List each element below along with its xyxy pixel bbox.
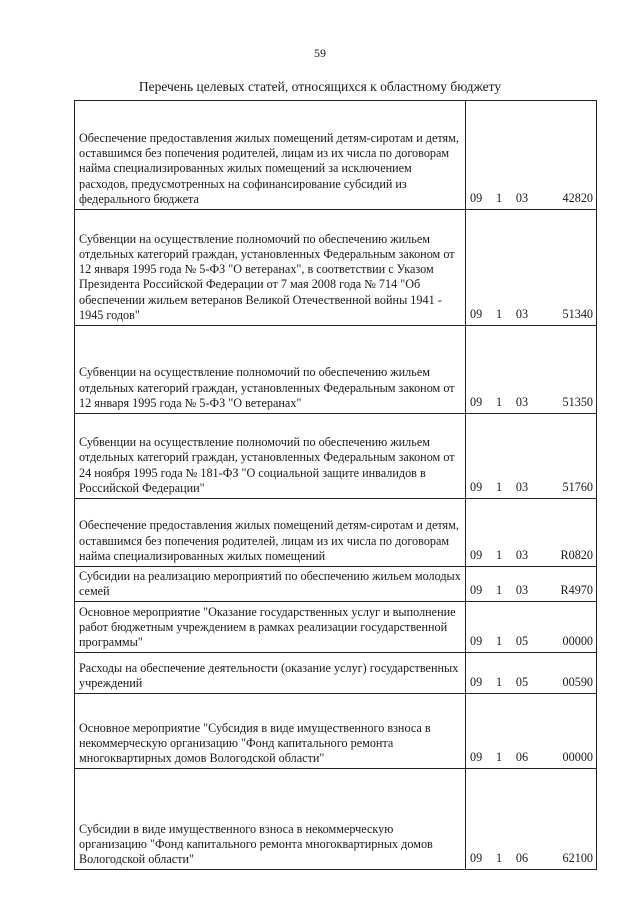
code-event: 06 (515, 851, 529, 866)
row-description: Расходы на обеспечение деятельности (оказание услуг) государственных учреждений (75, 653, 466, 694)
code-subprogram: 1 (495, 394, 503, 409)
code-subprogram: 1 (495, 675, 503, 690)
page-title: Перечень целевых статей, относящихся к областному бюджету (138, 79, 502, 94)
code-subprogram: 1 (495, 750, 503, 765)
row-description: Субсидии на реализацию мероприятий по обеспечению жильем молодых семей (75, 567, 466, 602)
code-direction: 00590 (562, 675, 593, 690)
table-row (75, 101, 597, 210)
row-description: Субсидии в виде имущественного взноса в некоммерческую организацию "Фонд капитального ремонта многоквартирных домов Вологодской области" (75, 769, 466, 870)
table-row (75, 567, 597, 602)
code-direction: 00000 (562, 634, 593, 649)
code-event: 03 (515, 190, 529, 205)
table-row (75, 694, 597, 769)
row-code (466, 567, 597, 602)
code-direction: R0820 (560, 547, 593, 562)
row-description: Основное мероприятие "Субсидия в виде имущественного взноса в некоммерческую организацию "Фонд капитального ремонта многоквартирных домов Вологодской области" (75, 694, 466, 769)
code-direction: R4970 (560, 583, 593, 598)
code-program: 09 (470, 190, 483, 205)
table-row (75, 653, 597, 694)
code-event: 03 (515, 306, 529, 321)
table-row (75, 499, 597, 567)
code-event: 03 (515, 547, 529, 562)
code-program: 09 (470, 394, 483, 409)
row-code (466, 499, 597, 567)
row-code (466, 602, 597, 653)
code-subprogram: 1 (495, 479, 503, 494)
table-row (75, 326, 597, 414)
code-subprogram: 1 (495, 306, 503, 321)
code-subprogram: 1 (495, 583, 503, 598)
page-number: 59 (314, 46, 326, 60)
row-description: Субвенции на осуществление полномочий по обеспечению жильем отдельных категорий граждан, установленных Федеральным законом от 24 ноября 1995 года № 181-ФЗ "О социальной защите инвалидов в Российской Федерации" (75, 414, 466, 499)
code-program: 09 (470, 750, 483, 765)
row-code (466, 101, 597, 210)
table-row (75, 210, 597, 326)
table-row (75, 602, 597, 653)
code-program: 09 (470, 634, 483, 649)
row-code (466, 769, 597, 870)
code-event: 03 (515, 583, 529, 598)
table-row (75, 769, 597, 870)
row-code (466, 653, 597, 694)
code-event: 05 (515, 675, 529, 690)
code-program: 09 (470, 583, 483, 598)
code-subprogram: 1 (495, 634, 503, 649)
row-description: Основное мероприятие "Оказание государственных услуг и выполнение работ бюджетным учреждением в рамках реализации государственной программы" (75, 602, 466, 653)
code-direction: 42820 (562, 190, 593, 205)
code-direction: 51340 (562, 306, 593, 321)
row-description: Обеспечение предоставления жилых помещений детям-сиротам и детям, оставшимся без попечения родителей, лицам из их числа по договорам найма специализированных жилых помещений за исключением расходов, предусмотренных на софинансирование субсидий из федерального бюджета (75, 101, 466, 210)
row-description: Обеспечение предоставления жилых помещений детям-сиротам и детям, оставшимся без попечения родителей, лицам из их числа по договорам найма специализированных жилых помещений (75, 499, 466, 567)
row-code (466, 414, 597, 499)
row-code (466, 210, 597, 326)
code-program: 09 (470, 547, 483, 562)
code-direction: 62100 (562, 851, 593, 866)
row-description: Субвенции на осуществление полномочий по обеспечению жильем отдельных категорий граждан, установленных Федеральным законом от 12 января 1995 года № 5-ФЗ "О ветеранах", в соответствии с Указом Президента Российской Федерации от 7 мая 2008 года № 714 "Об обеспечении жильем ветеранов Великой Отечественной войны 1941 - 1945 годов" (75, 210, 466, 326)
code-direction: 51350 (562, 394, 593, 409)
table-row (75, 414, 597, 499)
row-code (466, 326, 597, 414)
row-code (466, 694, 597, 769)
code-direction: 00000 (562, 750, 593, 765)
code-direction: 51760 (562, 479, 593, 494)
code-event: 03 (515, 394, 529, 409)
code-subprogram: 1 (495, 851, 503, 866)
code-event: 06 (515, 750, 529, 765)
code-event: 05 (515, 634, 529, 649)
code-program: 09 (470, 851, 483, 866)
row-description: Субвенции на осуществление полномочий по обеспечению жильем отдельных категорий граждан, установленных Федеральным законом от 12 января 1995 года № 5-ФЗ "О ветеранах" (75, 326, 466, 414)
code-subprogram: 1 (495, 190, 503, 205)
code-subprogram: 1 (495, 547, 503, 562)
code-event: 03 (515, 479, 529, 494)
target-articles-table (74, 100, 597, 870)
code-program: 09 (470, 479, 483, 494)
code-program: 09 (470, 306, 483, 321)
code-program: 09 (470, 675, 483, 690)
